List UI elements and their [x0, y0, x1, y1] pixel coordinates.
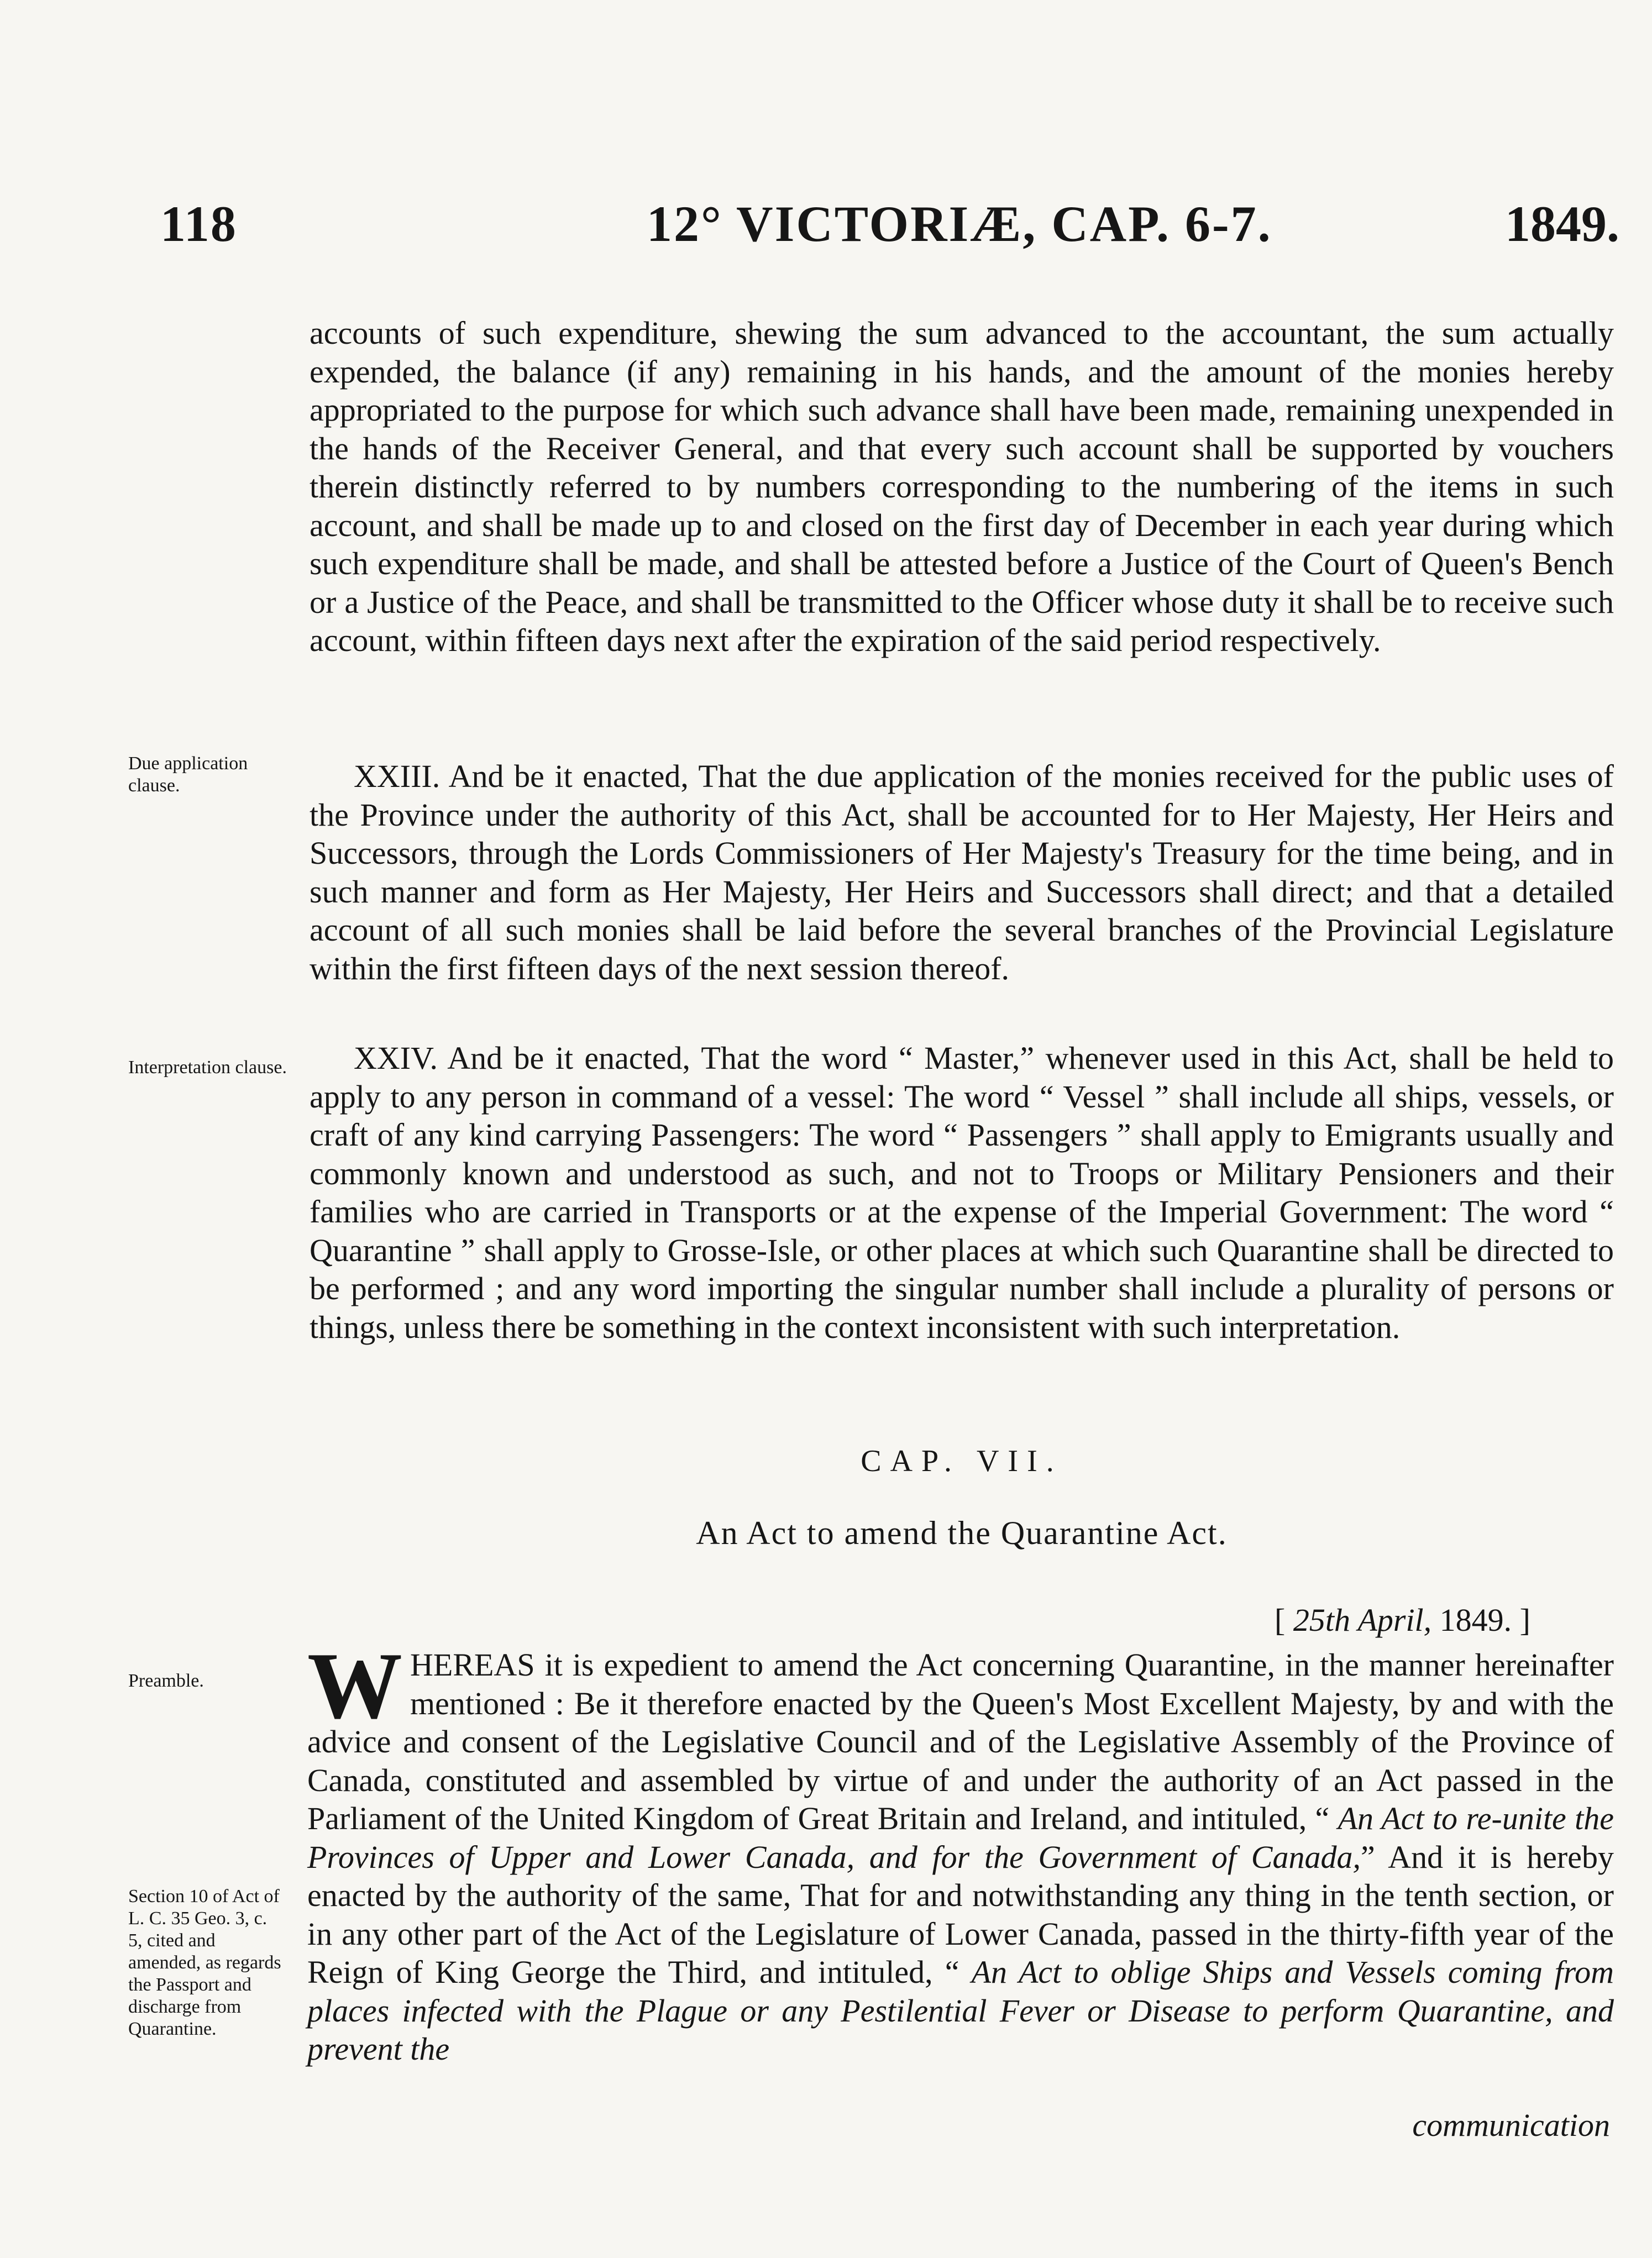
- preamble-text-1: HEREAS it is expedient to amend the Act concerning Quarantine, in the manner hereinafter mentioned : Be it therefore enacted by the Queen's Most Excellent Majesty, by and with the advice and consent of the Legislative Council and of the Legislative Assembly of the Province of Canada, constituted and assembled by virtue of and under the authority of an Act passed in the Parliament of the United Kingdom of Great Britain and Ireland, and intituled, “: [307, 1647, 1614, 1836]
- section-continuation: [310, 314, 1614, 660]
- marginal-note-section-10: Section 10 of Act of L. C. 35 Geo. 3, c. 5, cited and amended, as regards the Passport and discharge from Quarantine.: [128, 1886, 281, 2039]
- drop-cap: W: [307, 1634, 402, 1739]
- section-23-paragraph: XXIII. And be it enacted, That the due application of the monies received for the public uses of the Province under the authority of this Act, shall be accounted for to Her Majesty, Her Heirs and Successors, through the Lords Commissioners of Her Majesty's Treasury for the time being, and in such manner and form as Her Majesty, Her Heirs and Successors shall direct; and that a detailed account of all such monies shall be laid before the several branches of the Provincial Legislature within the first fifteen days of the next session thereof.: [310, 758, 1614, 986]
- preamble-paragraph: [307, 1634, 1614, 2068]
- catchword: communication: [1412, 2107, 1610, 2143]
- chapter-heading: CAP. VII.: [861, 1444, 1063, 1478]
- marginal-note-interpretation: Interpretation clause.: [128, 1057, 287, 1078]
- marginal-note-preamble: Preamble.: [128, 1671, 204, 1691]
- assent-date: [1275, 1601, 1530, 1639]
- continuation-paragraph: accounts of such expenditure, shewing the sum advanced to the accountant, the sum actually expended, the balance (if any) remaining in his hands, and the amount of the monies hereby appropriated to the purpose for which such advance shall have been made, remaining unexpended in the hands of the Receiver General, and that every such account shall be supported by vouchers therein distinctly referred to by numbers corresponding to the numbering of the items in such account, and shall be made up to and closed on the first day of December in each year during which such expenditure shall be made, and shall be attested before a Justice of the Court of Queen's Bench or a Justice of the Peace, and shall be transmitted to the Officer whose duty it shall be to receive such account, within fifteen days next after the expiration of the said period respectively.: [310, 315, 1614, 658]
- preamble-italic-1: An Act to re-unite the Provinces of Upper and Lower Canada, and for the Government of Canada,: [307, 1800, 1614, 1875]
- section-23: [310, 757, 1614, 988]
- section-24: [310, 1039, 1614, 1346]
- page-number: 118: [160, 196, 237, 252]
- act-title: An Act to amend the Quarantine Act.: [696, 1515, 1228, 1551]
- section-24-paragraph: XXIV. And be it enacted, That the word “ Master,” whenever used in this Act, shall be held to apply to any person in command of a vessel: The word “ Vessel ” shall include all ships, vessels, or craft of any kind carrying Passengers: The word “ Passengers ” shall apply to Emigrants usually and commonly known and understood as such, and not to Troops or Military Pensioners and their families who are carried in Transports or at the expense of the Imperial Government: The word “ Quarantine ” shall apply to Grosse-Isle, or other places at which such Quarantine shall be directed to be performed ; and any word importing the singular number shall include a plurality of persons or things, unless there be something in the context inconsistent with such interpretation.: [310, 1040, 1614, 1345]
- preamble-italic-2: An Act to oblige Ships and Vessels coming from places infected with the Plague or any Pestilential Fever or Disease to perform Quarantine, and prevent the: [307, 1954, 1614, 2067]
- running-title: 12° VICTORIÆ, CAP. 6-7.: [647, 196, 1272, 252]
- page-header: [160, 195, 1619, 261]
- preamble: [307, 1634, 1614, 2068]
- header-year: 1849.: [1505, 196, 1619, 252]
- date-open: [: [1275, 1602, 1293, 1638]
- preamble-text-2: ” And it is hereby enacted by the authority of the same, That for and notwithstanding any thing in the tenth section, or in any other part of the Act of the Legislature of Lower Canada, passed in the thirty-fifth year of the Reign of King George the Third, and intituled, “: [307, 1839, 1614, 1990]
- date-italic: 25th April,: [1293, 1602, 1432, 1638]
- date-close: 1849. ]: [1431, 1602, 1530, 1638]
- marginal-note-due-application: Due application clause.: [128, 753, 248, 796]
